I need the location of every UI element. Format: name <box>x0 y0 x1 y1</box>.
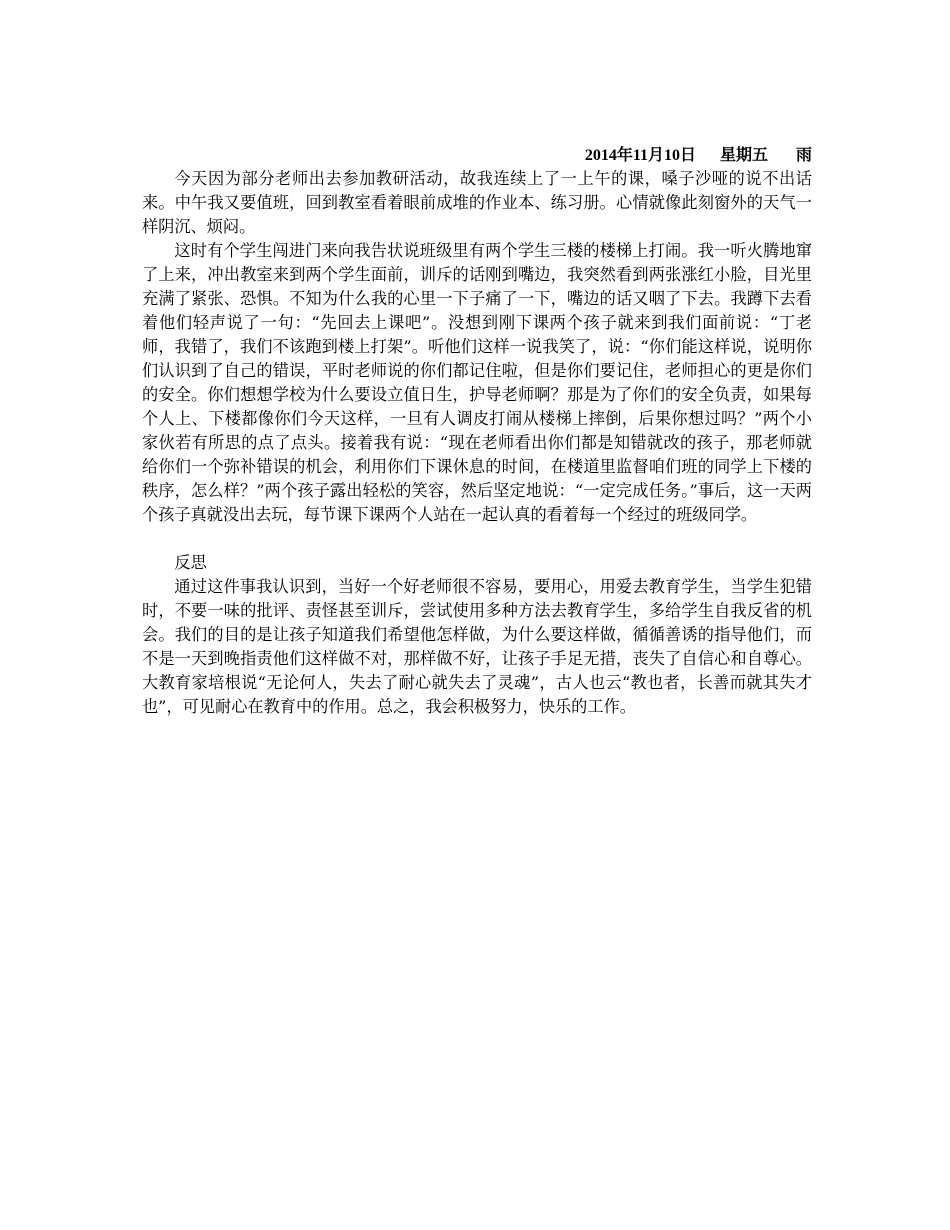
reflection-heading: 反思 <box>174 553 207 572</box>
section-spacer <box>142 527 812 551</box>
reflection-paragraph: 通过这件事我认识到，当好一个好老师很不容易，要用心，用爱去教育学生，当学生犯错时，不要一味的批评、责怪甚至训斥，尝试使用多种方法去教育学生，多给学生自我反省的机会。我们的目的是让孩子知道我们希望他怎样做，为什么要这样做，循循善诱的指导他们，而不是一天到晚指责他们这样做不对，那样做不好，让孩子手足无措，丧失了自信心和自尊心。大教育家培根说“无论何人，失去了耐心就失去了灵魂”，古人也云“教也者，长善而就其失才也”，可见耐心在教育中的作用。总之，我会积极努力，快乐的工作。 <box>142 577 812 716</box>
diary-paragraph-1: 今天因为部分老师出去参加教研活动，故我连续上了一上午的课，嗓子沙哑的说不出话来。中午我又要值班，回到教室看着眼前成堆的作业本、练习册。心情就像此刻窗外的天气一样阴沉、烦闷。 <box>142 169 812 236</box>
diary-paragraph-2: 这时有个学生闯进门来向我告状说班级里有两个学生三楼的楼梯上打闹。我一听火腾地窜了上来，冲出教室来到两个学生面前，训斥的话刚到嘴边，我突然看到两张涨红小脸，目光里充满了紧张、恐惧。不知为什么我的心里一下子痛了一下，嘴边的话又咽了下去。我蹲下去看着他们轻声说了一句：“先回去上课吧”。没想到刚下课两个孩子就来到我们面前说：“丁老师，我错了，我们不该跑到楼上打架”。听他们这样一说我笑了，说：“你们能这样说，说明你们认识到了自己的错误，平时老师说的你们都记住啦，但是你们要记住，老师担心的更是你们的安全。你们想想学校为什么要设立值日生，护导老师啊？那是为了你们的安全负责，如果每个人上、下楼都像你们今天这样，一旦有人调皮打闹从楼梯上摔倒，后果你想过吗？”两个小家伙若有所思的点了点头。接着我有说：“现在老师看出你们都是知错就改的孩子，那老师就给你们一个弥补错误的机会，利用你们下课休息的时间，在楼道里监督咱们班的同学上下楼的秩序，怎么样？”两个孩子露出轻松的笑容，然后坚定地说：“一定完成任务。”事后，这一天两个孩子真就没出去玩，每节课下课两个人站在一起认真的看着每一个经过的班级同学。 <box>142 241 812 524</box>
date-weather-line: 2014年11月10日 星期五 雨 <box>584 147 812 164</box>
document-page <box>142 145 812 719</box>
